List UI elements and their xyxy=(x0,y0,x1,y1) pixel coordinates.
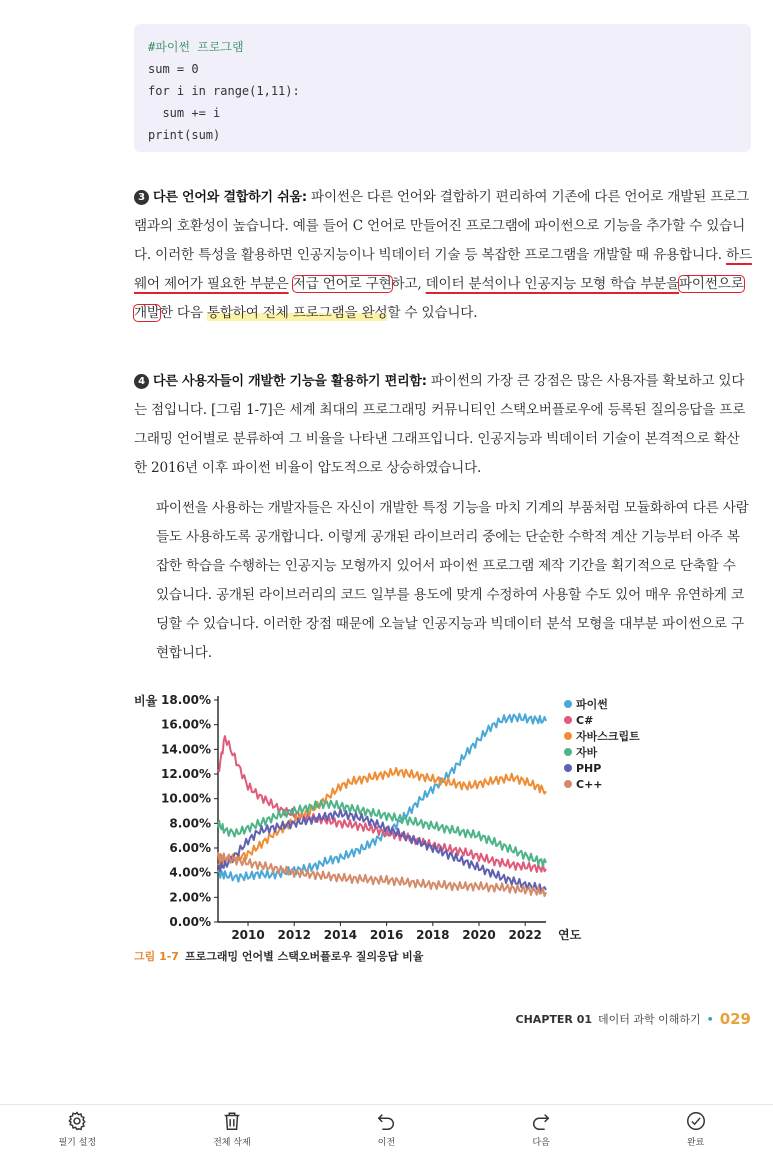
legend-marker xyxy=(564,780,572,788)
legend-marker xyxy=(564,764,572,772)
item-3-text: 할 수 있습니다. xyxy=(387,305,478,321)
undo-button[interactable] xyxy=(309,1105,464,1153)
y-tick-label: 2.00% xyxy=(169,890,211,905)
underline-annotation: 하드웨어 제어가 필요한 부분은 xyxy=(134,247,752,292)
item-3-paragraph xyxy=(134,183,752,328)
undo-icon xyxy=(375,1110,397,1132)
chapter-label: CHAPTER 01 xyxy=(515,1012,593,1026)
y-tick-label: 14.00% xyxy=(161,742,211,757)
item-4-paragraph xyxy=(134,367,752,483)
x-tick-label: 2010 xyxy=(231,928,265,942)
toolbar-label: 완료 xyxy=(686,1138,705,1148)
y-tick-label: 10.00% xyxy=(161,791,211,806)
footer-dot: • xyxy=(706,1012,714,1026)
legend-marker xyxy=(564,732,572,740)
legend-label: 자바스크립트 xyxy=(576,730,640,743)
item-4-text: 파이썬의 가장 큰 강점은 많은 사용자를 확보하고 있다는 점입니다. [그림 1-7]은 세계 최대의 프로그래밍 커뮤니티인 스택오버플로우에 등록된 질의응답을 프로그래밍 언어별로 분류하여 그 비율을 나타낸 그래프입니다. 인공지능과 빅데이터 기술이 본격적으로 확산한 2016년 이후 파이썬 비율이 압도적으로 상승하였습니다. xyxy=(134,373,746,476)
chapter-title: 데이터 과학 이해하기 xyxy=(598,1013,701,1026)
gear-icon xyxy=(66,1110,88,1132)
redo-button[interactable] xyxy=(464,1105,619,1153)
y-tick-label: 4.00% xyxy=(169,865,211,880)
code-line: for i in range(1,11): xyxy=(148,84,300,98)
page-number: 029 xyxy=(719,1010,751,1028)
legend-label: C++ xyxy=(576,778,603,791)
y-tick-label: 16.00% xyxy=(161,717,211,732)
highlight-annotation: 통합하여 전체 프로그램을 완성 xyxy=(206,305,388,321)
legend-marker xyxy=(564,748,572,756)
x-tick-label: 2020 xyxy=(462,928,496,942)
page-footer xyxy=(516,1010,751,1028)
item-3-text: 하고, xyxy=(391,276,426,292)
y-tick-label: 6.00% xyxy=(169,841,211,855)
bottom-toolbar xyxy=(0,1104,773,1153)
toolbar-label: 전체 삭제 xyxy=(213,1138,251,1148)
y-tick-label: 0.00% xyxy=(169,915,211,929)
legend-marker xyxy=(564,700,572,708)
item-3-text: 한 다음 xyxy=(159,305,207,321)
pen-settings-button[interactable] xyxy=(0,1105,155,1153)
done-button[interactable] xyxy=(618,1105,773,1153)
toolbar-label: 이전 xyxy=(377,1138,396,1148)
toolbar-label: 필기 설정 xyxy=(58,1138,97,1148)
language-ratio-chart xyxy=(120,688,640,948)
code-block xyxy=(134,24,751,152)
check-circle-icon xyxy=(685,1110,707,1132)
redo-icon xyxy=(530,1110,552,1132)
box-annotation: 저급 언어로 구현 xyxy=(292,276,392,292)
legend-label: 자바 xyxy=(576,746,598,759)
series-line xyxy=(218,736,546,872)
legend-marker xyxy=(564,716,572,724)
x-axis-title: 연도 xyxy=(558,928,582,942)
y-tick-label: 8.00% xyxy=(169,816,211,831)
code-line: print(sum) xyxy=(148,128,221,142)
figure-title: 프로그래밍 언어별 스택오버플로우 질의응답 비율 xyxy=(184,950,424,963)
legend-label: PHP xyxy=(576,762,602,775)
code-line: sum = 0 xyxy=(148,62,199,76)
item-3-text: 파이썬은 다른 언어와 결합하기 편리하여 기존에 다른 언어로 개발된 프로그램과의 호환성이 높습니다. 예를 들어 C 언어로 만들어진 프로그램에 파이썬으로 기능을 추가할 수 있습니다. 이러한 특성을 활용하면 인공지능이나 빅데이터 기술 등 복잡한 프로그램을 개발할 때 유용합니다. xyxy=(134,189,750,263)
item-3-lead: 다른 언어와 결합하기 쉬움: xyxy=(153,190,307,205)
item-4-paragraph-2: 파이썬을 사용하는 개발자들은 자신이 개발한 특정 기능을 마치 기계의 부품처럼 모듈화하여 다른 사람들도 사용하도록 공개합니다. 이렇게 공개된 라이브러리 중에는 단순한 수학적 계산 기능부터 아주 복잡한 학습을 수행하는 인공지능 모형까지 있어서 파이썬 프로그램 제작 기간을 획기적으로 단축할 수 있습니다. 공개된 라이브러리의 코드 일부를 용도에 맞게 수정하여 사용할 수도 있어 매우 유연하게 코딩할 수 있습니다. 이러한 장점 때문에 오늘날 인공지능과 빅데이터 분석 모형을 대부분 파이썬으로 구현합니다. xyxy=(156,500,749,661)
y-tick-label: 18.00% xyxy=(161,693,211,707)
underline-annotation: 데이터 분석이나 인공지능 모형 학습 부분을 xyxy=(425,276,679,292)
series-line xyxy=(218,714,546,882)
code-comment: #파이썬 프로그램 xyxy=(148,40,244,54)
legend-label: C# xyxy=(576,714,594,727)
toolbar-label: 다음 xyxy=(532,1138,550,1148)
y-tick-label: 12.00% xyxy=(161,767,211,781)
x-tick-label: 2018 xyxy=(416,928,450,942)
trash-icon xyxy=(221,1110,243,1132)
box-annotation: 파이썬으로 개발 xyxy=(134,276,744,321)
item-number-badge: 4 xyxy=(134,374,149,389)
x-tick-label: 2022 xyxy=(508,928,542,942)
figure-number: 그림 1-7 xyxy=(134,950,179,963)
figure-caption xyxy=(134,948,423,964)
x-tick-label: 2012 xyxy=(277,928,311,942)
y-axis-title: 비율 xyxy=(134,694,158,708)
x-tick-label: 2014 xyxy=(323,928,358,942)
delete-all-button[interactable] xyxy=(155,1105,310,1153)
item-number-badge: 3 xyxy=(134,190,149,205)
legend-label: 파이썬 xyxy=(576,698,608,711)
x-tick-label: 2016 xyxy=(369,928,404,942)
item-4-lead: 다른 사용자들이 개발한 기능을 활용하기 편리함: xyxy=(153,374,427,389)
code-line: sum += i xyxy=(148,106,221,120)
